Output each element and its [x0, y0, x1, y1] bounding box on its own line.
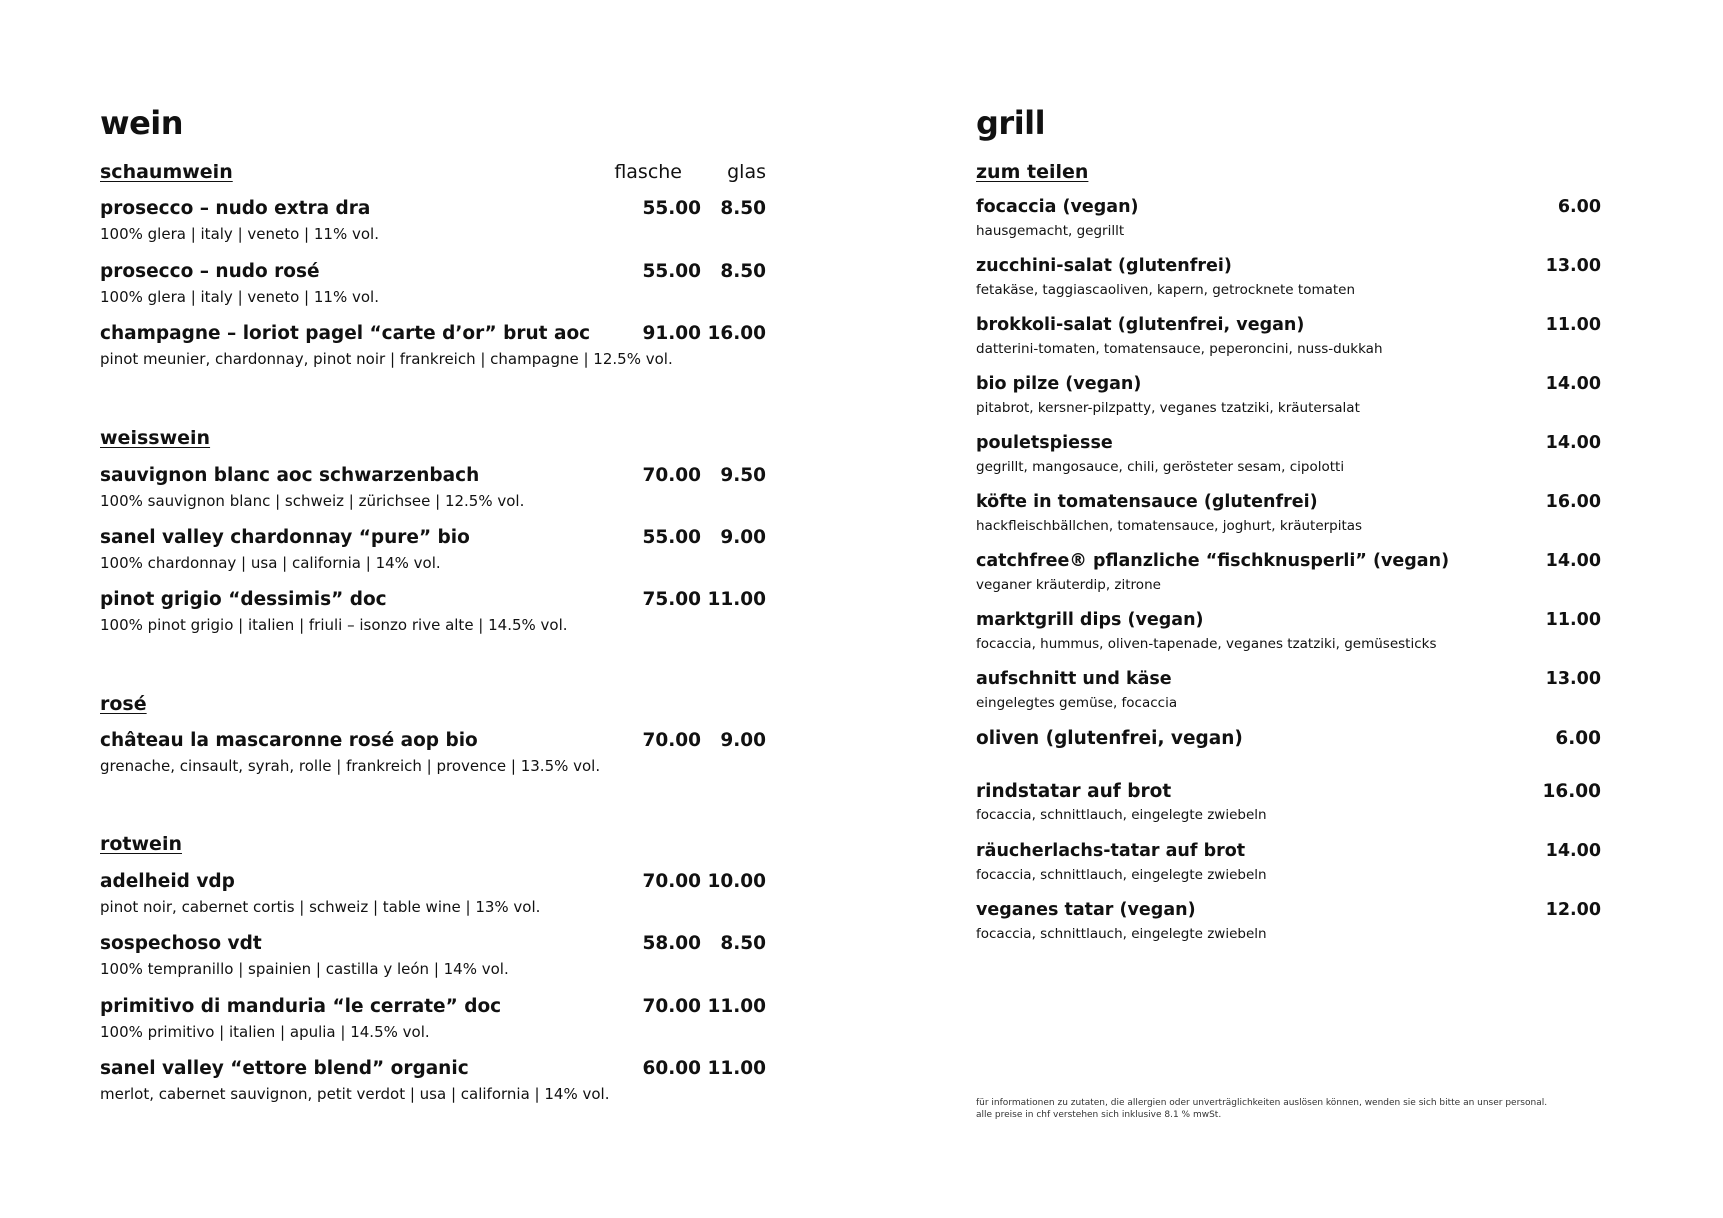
- section-heading-rotwein: rotwein: [100, 833, 182, 855]
- glass-price: 11.00: [707, 996, 766, 1017]
- vat-note: alle preise in chf verstehen sich inklusive 8.1 % mwSt.: [976, 1110, 1222, 1120]
- dish-name: zucchini-salat (glutenfrei): [976, 256, 1232, 276]
- bottle-price: 70.00: [642, 871, 701, 892]
- dish-description: pitabrot, kersner-pilzpatty, veganes tzatziki, kräutersalat: [976, 400, 1360, 416]
- bottle-price: 55.00: [642, 261, 701, 282]
- dish-name: focaccia (vegan): [976, 197, 1139, 217]
- wine-description: 100% pinot grigio | italien | friuli – isonzo rive alte | 14.5% vol.: [100, 616, 568, 634]
- dish-price: 14.00: [1545, 841, 1601, 861]
- dish-name: marktgrill dips (vegan): [976, 610, 1204, 630]
- dish-description: hausgemacht, gegrillt: [976, 223, 1125, 239]
- glass-price: 16.00: [707, 323, 766, 344]
- wine-description: 100% chardonnay | usa | california | 14% vol.: [100, 554, 441, 572]
- wine-description: 100% tempranillo | spainien | castilla y león | 14% vol.: [100, 960, 509, 978]
- glass-price: 8.50: [720, 198, 766, 219]
- glass-price: 10.00: [707, 871, 766, 892]
- column-header-glass: glas: [727, 161, 766, 183]
- wine-description: 100% primitivo | italien | apulia | 14.5% vol.: [100, 1023, 430, 1041]
- wine-description: 100% glera | italy | veneto | 11% vol.: [100, 288, 379, 306]
- dish-description: focaccia, schnittlauch, eingelegte zwiebeln: [976, 926, 1267, 942]
- dish-name: köfte in tomatensauce (glutenfrei): [976, 492, 1318, 512]
- wine-name: primitivo di manduria “le cerrate” doc: [100, 996, 502, 1017]
- bottle-price: 58.00: [642, 933, 701, 954]
- dish-price: 6.00: [1557, 197, 1601, 217]
- glass-price: 8.50: [720, 261, 766, 282]
- dish-price: 14.00: [1545, 551, 1601, 571]
- wine-description: merlot, cabernet sauvignon, petit verdot | usa | california | 14% vol.: [100, 1085, 610, 1103]
- wine-name: sospechoso vdt: [100, 933, 262, 954]
- bottle-price: 55.00: [642, 527, 701, 548]
- wine-name: champagne – loriot pagel “carte d’or” brut aoc: [100, 323, 591, 344]
- bottle-price: 70.00: [642, 465, 701, 486]
- dish-name: oliven (glutenfrei, vegan): [976, 728, 1243, 749]
- glass-price: 11.00: [707, 1058, 766, 1079]
- dish-name: bio pilze (vegan): [976, 374, 1142, 394]
- section-heading-weisswein: weisswein: [100, 427, 211, 449]
- bottle-price: 70.00: [642, 996, 701, 1017]
- section-heading-schaumwein: schaumwein: [100, 161, 233, 183]
- column-header-bottle: flasche: [614, 161, 682, 183]
- dish-description: eingelegtes gemüse, focaccia: [976, 695, 1178, 711]
- wine-name: pinot grigio “dessimis” doc: [100, 589, 387, 610]
- grill-menu-title: grill: [976, 104, 1046, 142]
- bottle-price: 91.00: [642, 323, 701, 344]
- dish-description: hackfleischbällchen, tomatensauce, joghurt, kräuterpitas: [976, 518, 1363, 534]
- dish-description: focaccia, hummus, oliven-tapenade, veganes tzatziki, gemüsesticks: [976, 636, 1437, 652]
- wine-name: prosecco – nudo rosé: [100, 261, 320, 282]
- dish-description: focaccia, schnittlauch, eingelegte zwiebeln: [976, 807, 1267, 823]
- dish-description: datterini-tomaten, tomatensauce, peperoncini, nuss-dukkah: [976, 341, 1383, 357]
- wine-description: 100% glera | italy | veneto | 11% vol.: [100, 225, 379, 243]
- wine-description: 100% sauvignon blanc | schweiz | zürichsee | 12.5% vol.: [100, 492, 525, 510]
- dish-price: 12.00: [1545, 900, 1601, 920]
- dish-description: focaccia, schnittlauch, eingelegte zwiebeln: [976, 867, 1267, 883]
- dish-name: räucherlachs-tatar auf brot: [976, 841, 1246, 861]
- dish-price: 6.00: [1555, 728, 1601, 749]
- bottle-price: 70.00: [642, 730, 701, 751]
- dish-name: rindstatar auf brot: [976, 781, 1172, 802]
- wine-name: château la mascaronne rosé aop bio: [100, 730, 478, 751]
- glass-price: 9.00: [720, 730, 766, 751]
- wine-menu-title: wein: [100, 104, 184, 142]
- section-heading-rose: rosé: [100, 693, 147, 715]
- dish-price: 13.00: [1545, 669, 1601, 689]
- bottle-price: 75.00: [642, 589, 701, 610]
- dish-name: aufschnitt und käse: [976, 669, 1172, 689]
- glass-price: 8.50: [720, 933, 766, 954]
- wine-description: pinot meunier, chardonnay, pinot noir | frankreich | champagne | 12.5% vol.: [100, 350, 673, 368]
- dish-price: 16.00: [1542, 781, 1601, 802]
- dish-description: fetakäse, taggiascaoliven, kapern, getrocknete tomaten: [976, 282, 1356, 298]
- wine-name: prosecco – nudo extra dra: [100, 198, 371, 219]
- glass-price: 9.50: [720, 465, 766, 486]
- wine-name: sanel valley chardonnay “pure” bio: [100, 527, 470, 548]
- bottle-price: 55.00: [642, 198, 701, 219]
- allergen-and-vat-note: [976, 1097, 1547, 1121]
- glass-price: 11.00: [707, 589, 766, 610]
- dish-name: veganes tatar (vegan): [976, 900, 1196, 920]
- dish-description: veganer kräuterdip, zitrone: [976, 577, 1161, 593]
- wine-name: sanel valley “ettore blend” organic: [100, 1058, 469, 1079]
- wine-description: grenache, cinsault, syrah, rolle | frankreich | provence | 13.5% vol.: [100, 757, 601, 775]
- dish-price: 14.00: [1545, 374, 1601, 394]
- dish-name: brokkoli-salat (glutenfrei, vegan): [976, 315, 1305, 335]
- wine-description: pinot noir, cabernet cortis | schweiz | table wine | 13% vol.: [100, 898, 541, 916]
- section-heading-zum-teilen: zum teilen: [976, 161, 1089, 183]
- glass-price: 9.00: [720, 527, 766, 548]
- dish-price: 11.00: [1545, 610, 1601, 630]
- dish-price: 11.00: [1545, 315, 1601, 335]
- allergen-note: für informationen zu zutaten, die allergien oder unverträglichkeiten auslösen können, wenden sie sich bitte an unser personal.: [976, 1098, 1548, 1108]
- dish-price: 13.00: [1545, 256, 1601, 276]
- wine-name: adelheid vdp: [100, 871, 235, 892]
- dish-description: gegrillt, mangosauce, chili, gerösteter sesam, cipolotti: [976, 459, 1345, 475]
- bottle-price: 60.00: [642, 1058, 701, 1079]
- wine-name: sauvignon blanc aoc schwarzenbach: [100, 465, 480, 486]
- dish-price: 14.00: [1545, 433, 1601, 453]
- dish-price: 16.00: [1545, 492, 1601, 512]
- dish-name: catchfree® pflanzliche “fischknusperli” (vegan): [976, 551, 1450, 571]
- dish-name: pouletspiesse: [976, 433, 1113, 453]
